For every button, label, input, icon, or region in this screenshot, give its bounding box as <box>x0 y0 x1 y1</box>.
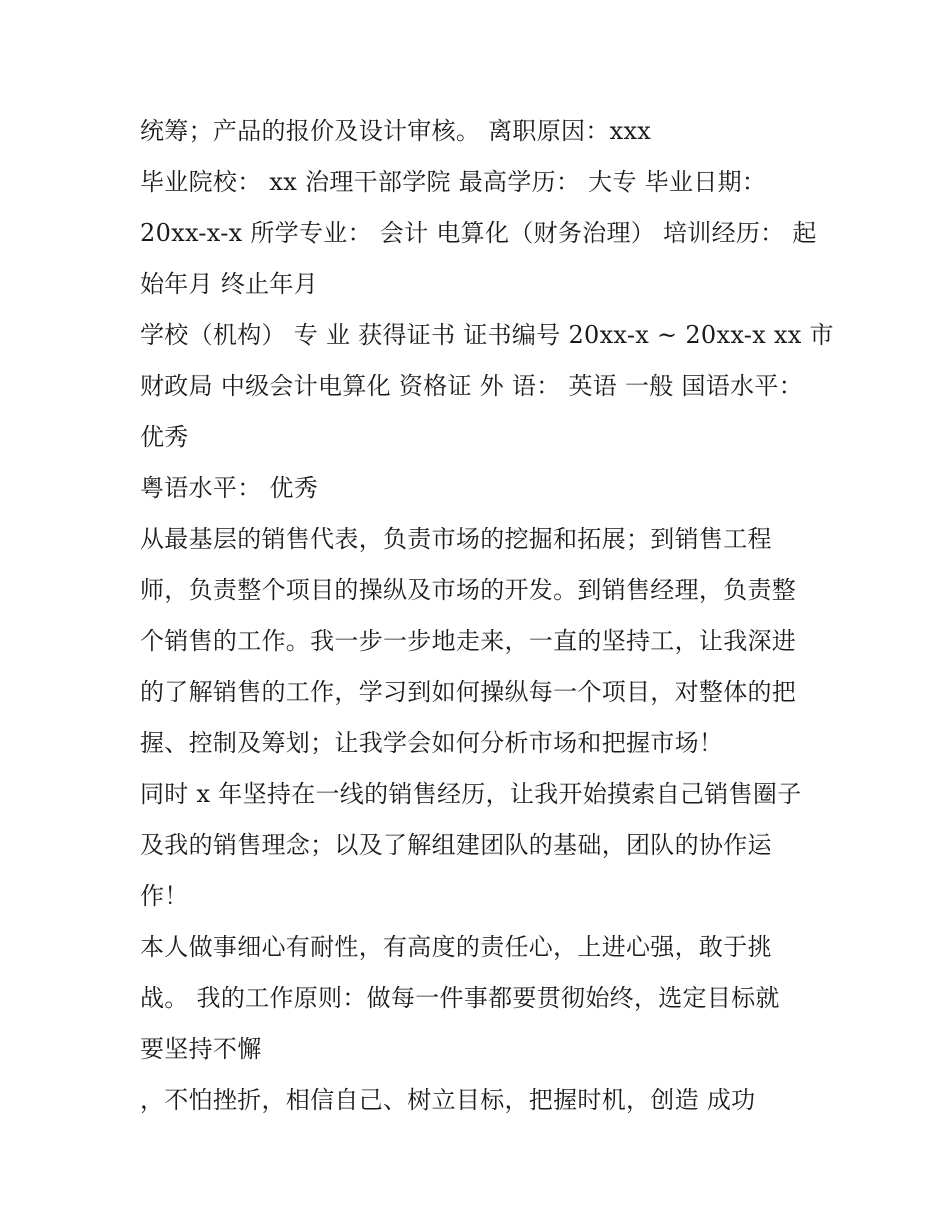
text-line: 20xx-x-x 所学专业： 会计 电算化（财务治理） 培训经历： 起 <box>140 219 817 247</box>
text-line: 毕业院校： xx 治理干部学院 最高学历： 大专 毕业日期： <box>140 168 767 196</box>
text-line: 学校（机构） 专 业 获得证书 证书编号 20xx-x ~ 20xx-x xx 市 <box>140 321 834 349</box>
text-line: 握、控制及筹划；让我学会如何分析市场和把握市场！ <box>140 729 724 757</box>
text-line: 始年月 终止年月 <box>140 270 319 298</box>
text-line: 及我的销售理念；以及了解组建团队的基础，团队的协作运 <box>140 831 772 859</box>
text-line: 战。 我的工作原则：做每一件事都要贯彻始终，选定目标就 <box>140 984 780 1012</box>
text-line: 作！ <box>140 882 189 910</box>
text-line: 的了解销售的工作，学习到如何操纵每一个项目，对整体的把 <box>140 678 797 706</box>
text-line: 本人做事细心有耐性，有高度的责任心，上进心强，敢于挑 <box>140 933 772 961</box>
text-line: 优秀 <box>140 423 189 451</box>
text-line: 同时 x 年坚持在一线的销售经历，让我开始摸索自己销售圈子 <box>140 780 802 808</box>
text-line: 师，负责整个项目的操纵及市场的开发。到销售经理，负责整 <box>140 576 797 604</box>
text-line: 个销售的工作。我一步一步地走来，一直的坚持工，让我深进 <box>140 627 797 655</box>
text-line: 粤语水平： 优秀 <box>140 474 319 502</box>
text-line: 财政局 中级会计电算化 资格证 外 语： 英语 一般 国语水平： <box>140 372 804 400</box>
text-line: 要坚持不懈 <box>140 1035 262 1063</box>
text-line: 从最基层的销售代表，负责市场的挖掘和拓展；到销售工程 <box>140 525 772 553</box>
document-body <box>140 106 834 1126</box>
text-line: ，不怕挫折，相信自己、树立目标，把握时机，创造 成功 <box>140 1086 756 1114</box>
text-line: 统筹；产品的报价及设计审核。 离职原因：xxx <box>140 117 652 145</box>
